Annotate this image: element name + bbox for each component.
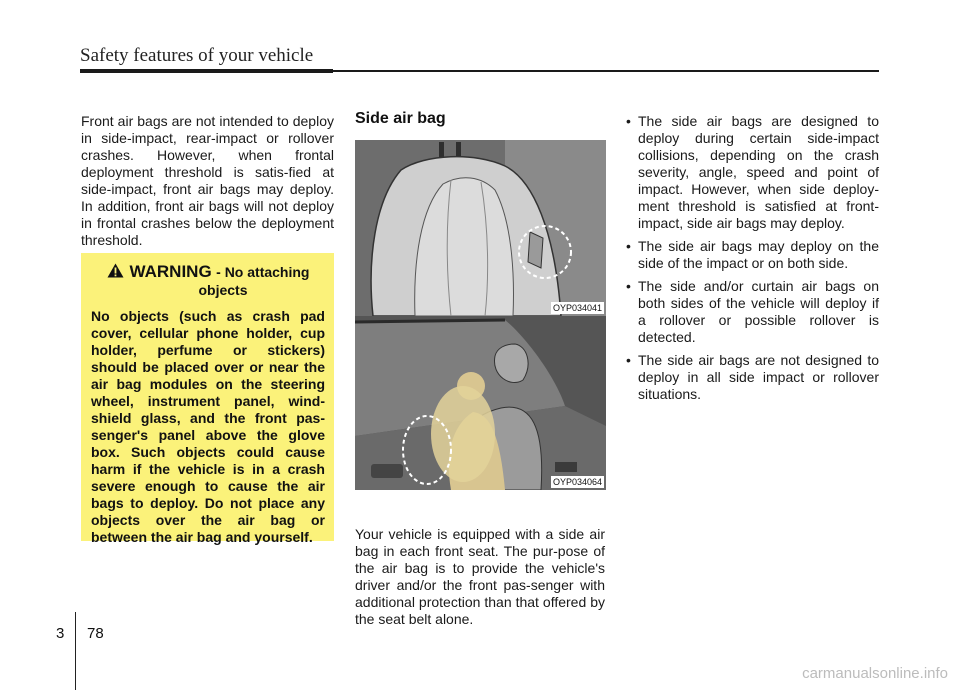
warning-header <box>91 263 325 299</box>
bullet-item <box>626 113 879 232</box>
warning-title: WARNING <box>129 262 212 281</box>
warning-subtitle-line1: - No attaching <box>216 264 310 280</box>
bullet-list <box>626 113 879 409</box>
bullet-text: The side air bags are not designed to deploy in all side impact or rollover situations. <box>638 352 879 402</box>
seat-figure <box>355 140 606 316</box>
page-number: 78 <box>87 625 104 642</box>
header-rule-thin <box>333 70 879 72</box>
bullet-dot: • <box>626 238 631 254</box>
figure2-code: OYP034064 <box>552 477 602 487</box>
warning-box <box>81 253 334 545</box>
chapter-number: 3 <box>56 625 65 642</box>
side-airbag-paragraph: Your vehicle is equipped with a side air bag in each front seat. The pur-pose of the air bag is to provide the vehicle's driver and/or the front pas-senger with additional protection than that offered by the seat belt alone. <box>355 526 605 627</box>
header-rule-thick <box>80 69 333 73</box>
watermark: carmanualsonline.info <box>802 665 948 682</box>
cabin-figure <box>355 316 606 490</box>
bullet-text: The side air bags are designed to deploy during certain side-impact collisions, depending on the crash severity, angle, speed and point of impact. However, when side deploy-ment threshold is satisfied at front-impact, side air bags may deploy. <box>638 113 879 231</box>
intro-paragraph: Front air bags are not intended to deploy in side-impact, rear-impact or rollover crashes. However, when frontal deployment threshold is satis-fied at side-impact, front air bags may deploy. In addition, front air bags will not deploy in frontal crashes below the deployment threshold. <box>81 113 334 248</box>
warning-subtitle-line2: objects <box>198 282 248 298</box>
figure1-code: OYP034041 <box>552 303 602 313</box>
bullet-text: The side air bags may deploy on the side of the impact or on both side. <box>638 238 879 271</box>
bullet-item <box>626 238 879 272</box>
page-header-title: Safety features of your vehicle <box>80 45 314 66</box>
bullet-dot: • <box>626 278 631 294</box>
bullet-item <box>626 352 879 403</box>
section-title: Side air bag <box>355 110 446 127</box>
bullet-item <box>626 278 879 346</box>
bullet-text: The side and/or curtain air bags on both sides of the vehicle will deploy if a rollover or possible rollover is detected. <box>638 278 879 345</box>
warning-triangle-icon <box>107 263 124 282</box>
footer-rule <box>75 612 76 690</box>
bullet-dot: • <box>626 113 631 129</box>
bullet-dot: • <box>626 352 631 368</box>
warning-body: No objects (such as crash pad cover, cellular phone holder, cup holder, perfume or stickers) should be placed over or near the air bag modules on the steering wheel, instrument panel, wind-shield glass, and the front pas-senger's panel above the glove box. Such objects could cause harm if the vehicle is in a crash severe enough to cause the air bags to deploy. Do not place any objects over the air bag or between the air bag and yourself. <box>91 308 325 545</box>
